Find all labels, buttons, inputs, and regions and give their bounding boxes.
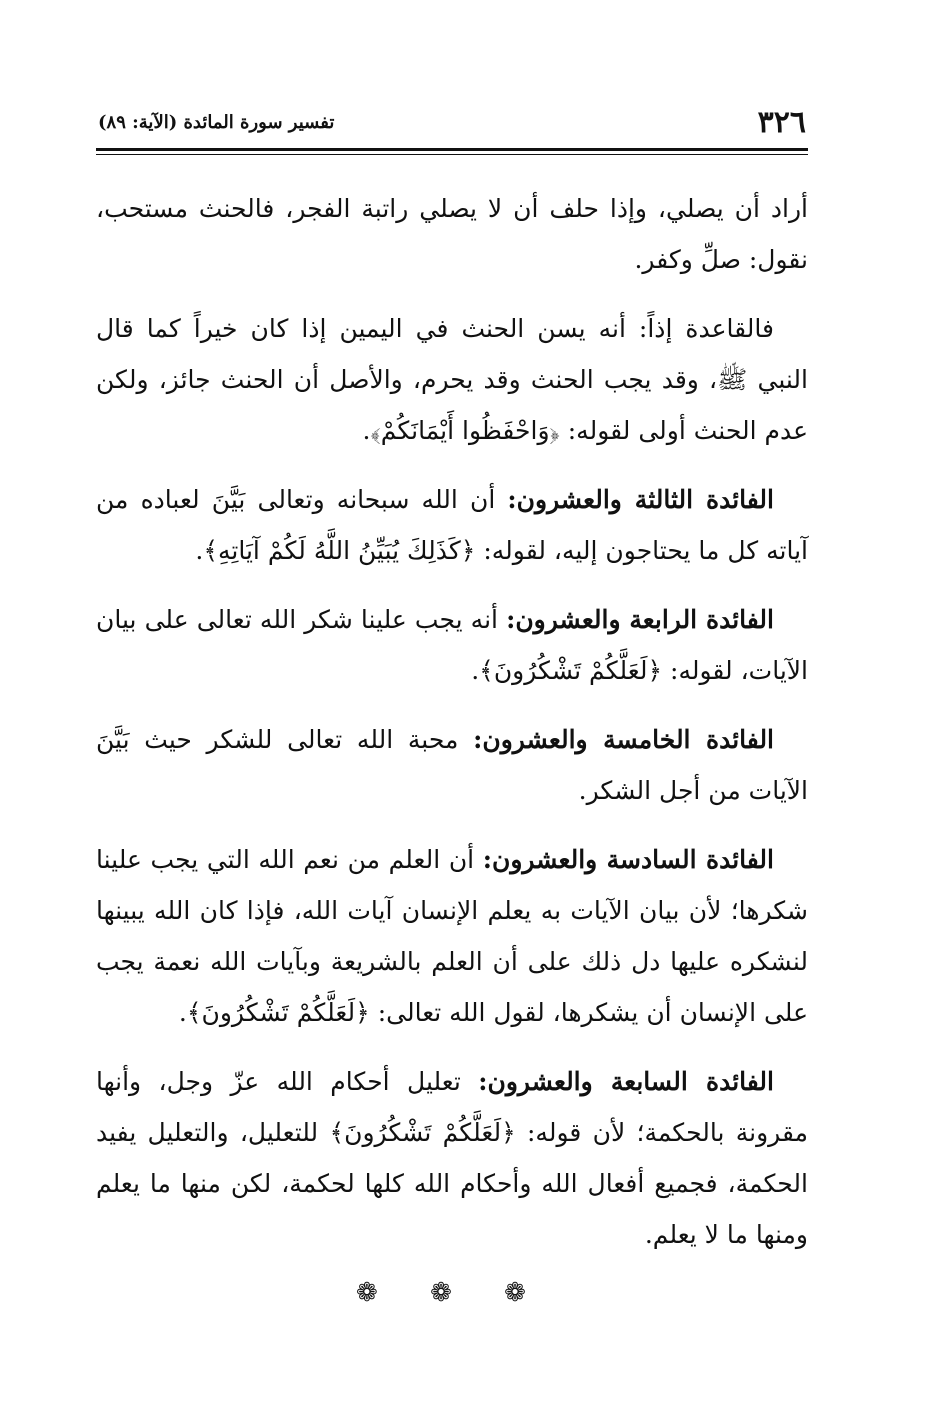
paragraph-text: أن العلم من نعم الله التي يجب علينا شكرها؛ لأن بيان الآيات به يعلم الإنسان آيات الله، فإذا كان الله يبينها لنشكره عليها دل ذلك على أن العلم بالشريعة وبآيات الله نعمة يجب على الإنسان أن يشكرها، لقول الله تعالى: ﴿لَعَلَّكُمْ تَشْكُرُونَ﴾. bbox=[96, 845, 808, 1027]
benefit-heading: الفائدة السابعة والعشرون: bbox=[478, 1067, 774, 1096]
paragraph bbox=[96, 1056, 808, 1260]
paragraph-text: أراد أن يصلي، وإذا حلف أن لا يصلي راتبة الفجر، فالحنث مستحب، نقول: صلِّ وكفر. bbox=[96, 194, 808, 274]
paragraph bbox=[96, 834, 808, 1038]
page-header bbox=[96, 100, 808, 146]
header-rule-thin bbox=[96, 154, 808, 155]
paragraph-text: محبة الله تعالى للشكر حيث بَيَّنَ الآيات من أجل الشكر. bbox=[96, 725, 808, 805]
page-number: ٣٢٦ bbox=[757, 105, 806, 140]
paragraph-text: فالقاعدة إذاً: أنه يسن الحنث في اليمين إذا كان خيراً كما قال النبي ﷺ، وقد يجب الحنث وقد يحرم، والأصل أن الحنث جائز، ولكن عدم الحنث أولى لقوله: ﴿وَاحْفَظُوا أَيْمَانَكُمْ﴾. bbox=[96, 314, 808, 445]
paragraph bbox=[96, 183, 808, 285]
paragraph-text: أن الله سبحانه وتعالى بَيَّنَ لعباده من آياته كل ما يحتاجون إليه، لقوله: ﴿كَذَلِكَ يُبَيِّنُ اللَّهُ لَكُمْ آيَاتِهِ﴾. bbox=[96, 485, 808, 565]
paragraph bbox=[96, 303, 808, 456]
paragraph bbox=[96, 474, 808, 576]
running-title: تفسير سورة المائدة (الآية: ٨٩) bbox=[98, 112, 335, 133]
paragraph-text: أنه يجب علينا شكر الله تعالى على بيان الآيات، لقوله: ﴿لَعَلَّكُمْ تَشْكُرُونَ﴾. bbox=[96, 605, 808, 685]
benefit-heading: الفائدة السادسة والعشرون: bbox=[482, 845, 774, 874]
section-separator: ❁ ❁ ❁ bbox=[356, 1278, 548, 1308]
header-rule-thick bbox=[96, 148, 808, 151]
paragraph-text: تعليل أحكام الله عزّ وجل، وأنها مقرونة بالحكمة؛ لأن قوله: ﴿لَعَلَّكُمْ تَشْكُرُونَ﴾ للتعليل، والتعليل يفيد الحكمة، فجميع أفعال الله وأحكام الله كلها لحكمة، لكن منها ما يعلم ومنها ما لا يعلم. bbox=[96, 1067, 808, 1249]
paragraph bbox=[96, 714, 808, 816]
benefit-heading: الفائدة الرابعة والعشرون: bbox=[506, 605, 774, 634]
paragraph bbox=[96, 594, 808, 696]
benefit-heading: الفائدة الثالثة والعشرون: bbox=[507, 485, 774, 514]
page-body bbox=[96, 183, 808, 1308]
benefit-heading: الفائدة الخامسة والعشرون: bbox=[473, 725, 775, 754]
book-page bbox=[96, 100, 808, 1308]
